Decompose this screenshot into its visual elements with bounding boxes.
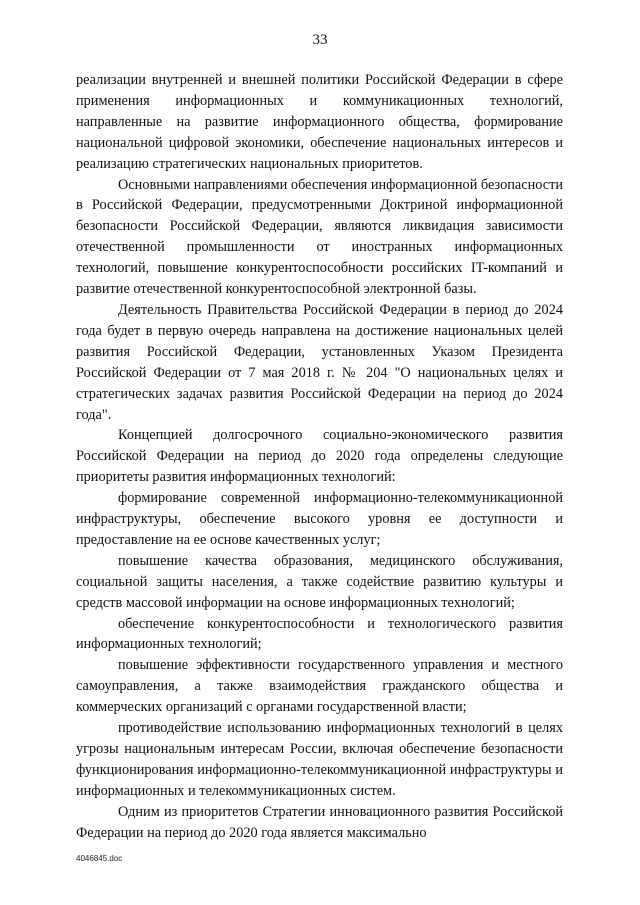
paragraph-government-activity: Деятельность Правительства Российской Федерации в период до 2024 года будет в первую очередь направлена на достижение национальных целей развития Российской Федерации, установленных Указом Президента Российской Федерации от 7 мая 2018 г. № 204 "О национальных целях и стратегических задачах развития Российской Федерации на период до 2024 года". xyxy=(76,301,563,423)
paragraph-concept-priorities: Концепцией долгосрочного социально-экономического развития Российской Федерации на период до 2020 года определены следующие приоритеты развития информационных технологий: xyxy=(76,427,563,486)
footer-filename: 4046845.doc xyxy=(76,854,123,863)
list-item-competitiveness: обеспечение конкурентоспособности и технологического развития информационных технологий; xyxy=(76,615,563,653)
paragraph-innovation-strategy: Одним из приоритетов Стратегии инновационного развития Российской Федерации на период до 2020 года является максимально xyxy=(76,803,563,841)
page-number: 33 xyxy=(312,32,328,48)
list-item-infrastructure: формирование современной информационно-телекоммуникационной инфраструктуры, обеспечение высокого уровня ее доступности и предоставление на ее основе качественных услуг; xyxy=(76,490,563,548)
paragraph-continuation: реализации внутренней и внешней политики Российской Федерации в сфере применения информационных и коммуникационных технологий, направленные на развитие информационного общества, формирование национальной цифровой экономики, обеспечение национальных интересов и реализацию стратегических национальных приоритетов. xyxy=(76,72,563,172)
list-item-counteraction: противодействие использованию информационных технологий в целях угрозы национальным интересам России, включая обеспечение безопасности функционирования информационно-телекоммуникационной инфраструктуры и информационных и телекоммуникационных систем. xyxy=(76,720,563,799)
paragraph-security-directions: Основными направлениями обеспечения информационной безопасности в Российской Федерации, предусмотренными Доктриной информационной безопасности Российской Федерации, являются ликвидация зависимости отечественной промышленности от иностранных информационных технологий, повышение конкурентоспособности российских IT-компаний и развитие отечественной конкурентоспособной электронной базы. xyxy=(76,176,563,298)
list-item-education: повышение качества образования, медицинского обслуживания, социальной защиты населения, а также содействие развитию культуры и средств массовой информации на основе информационных технологий; xyxy=(76,552,563,611)
document-body xyxy=(76,70,563,844)
list-item-governance: повышение эффективности государственного управления и местного самоуправления, а также взаимодействия гражданского общества и коммерческих организаций с органами государственной власти; xyxy=(76,657,563,716)
